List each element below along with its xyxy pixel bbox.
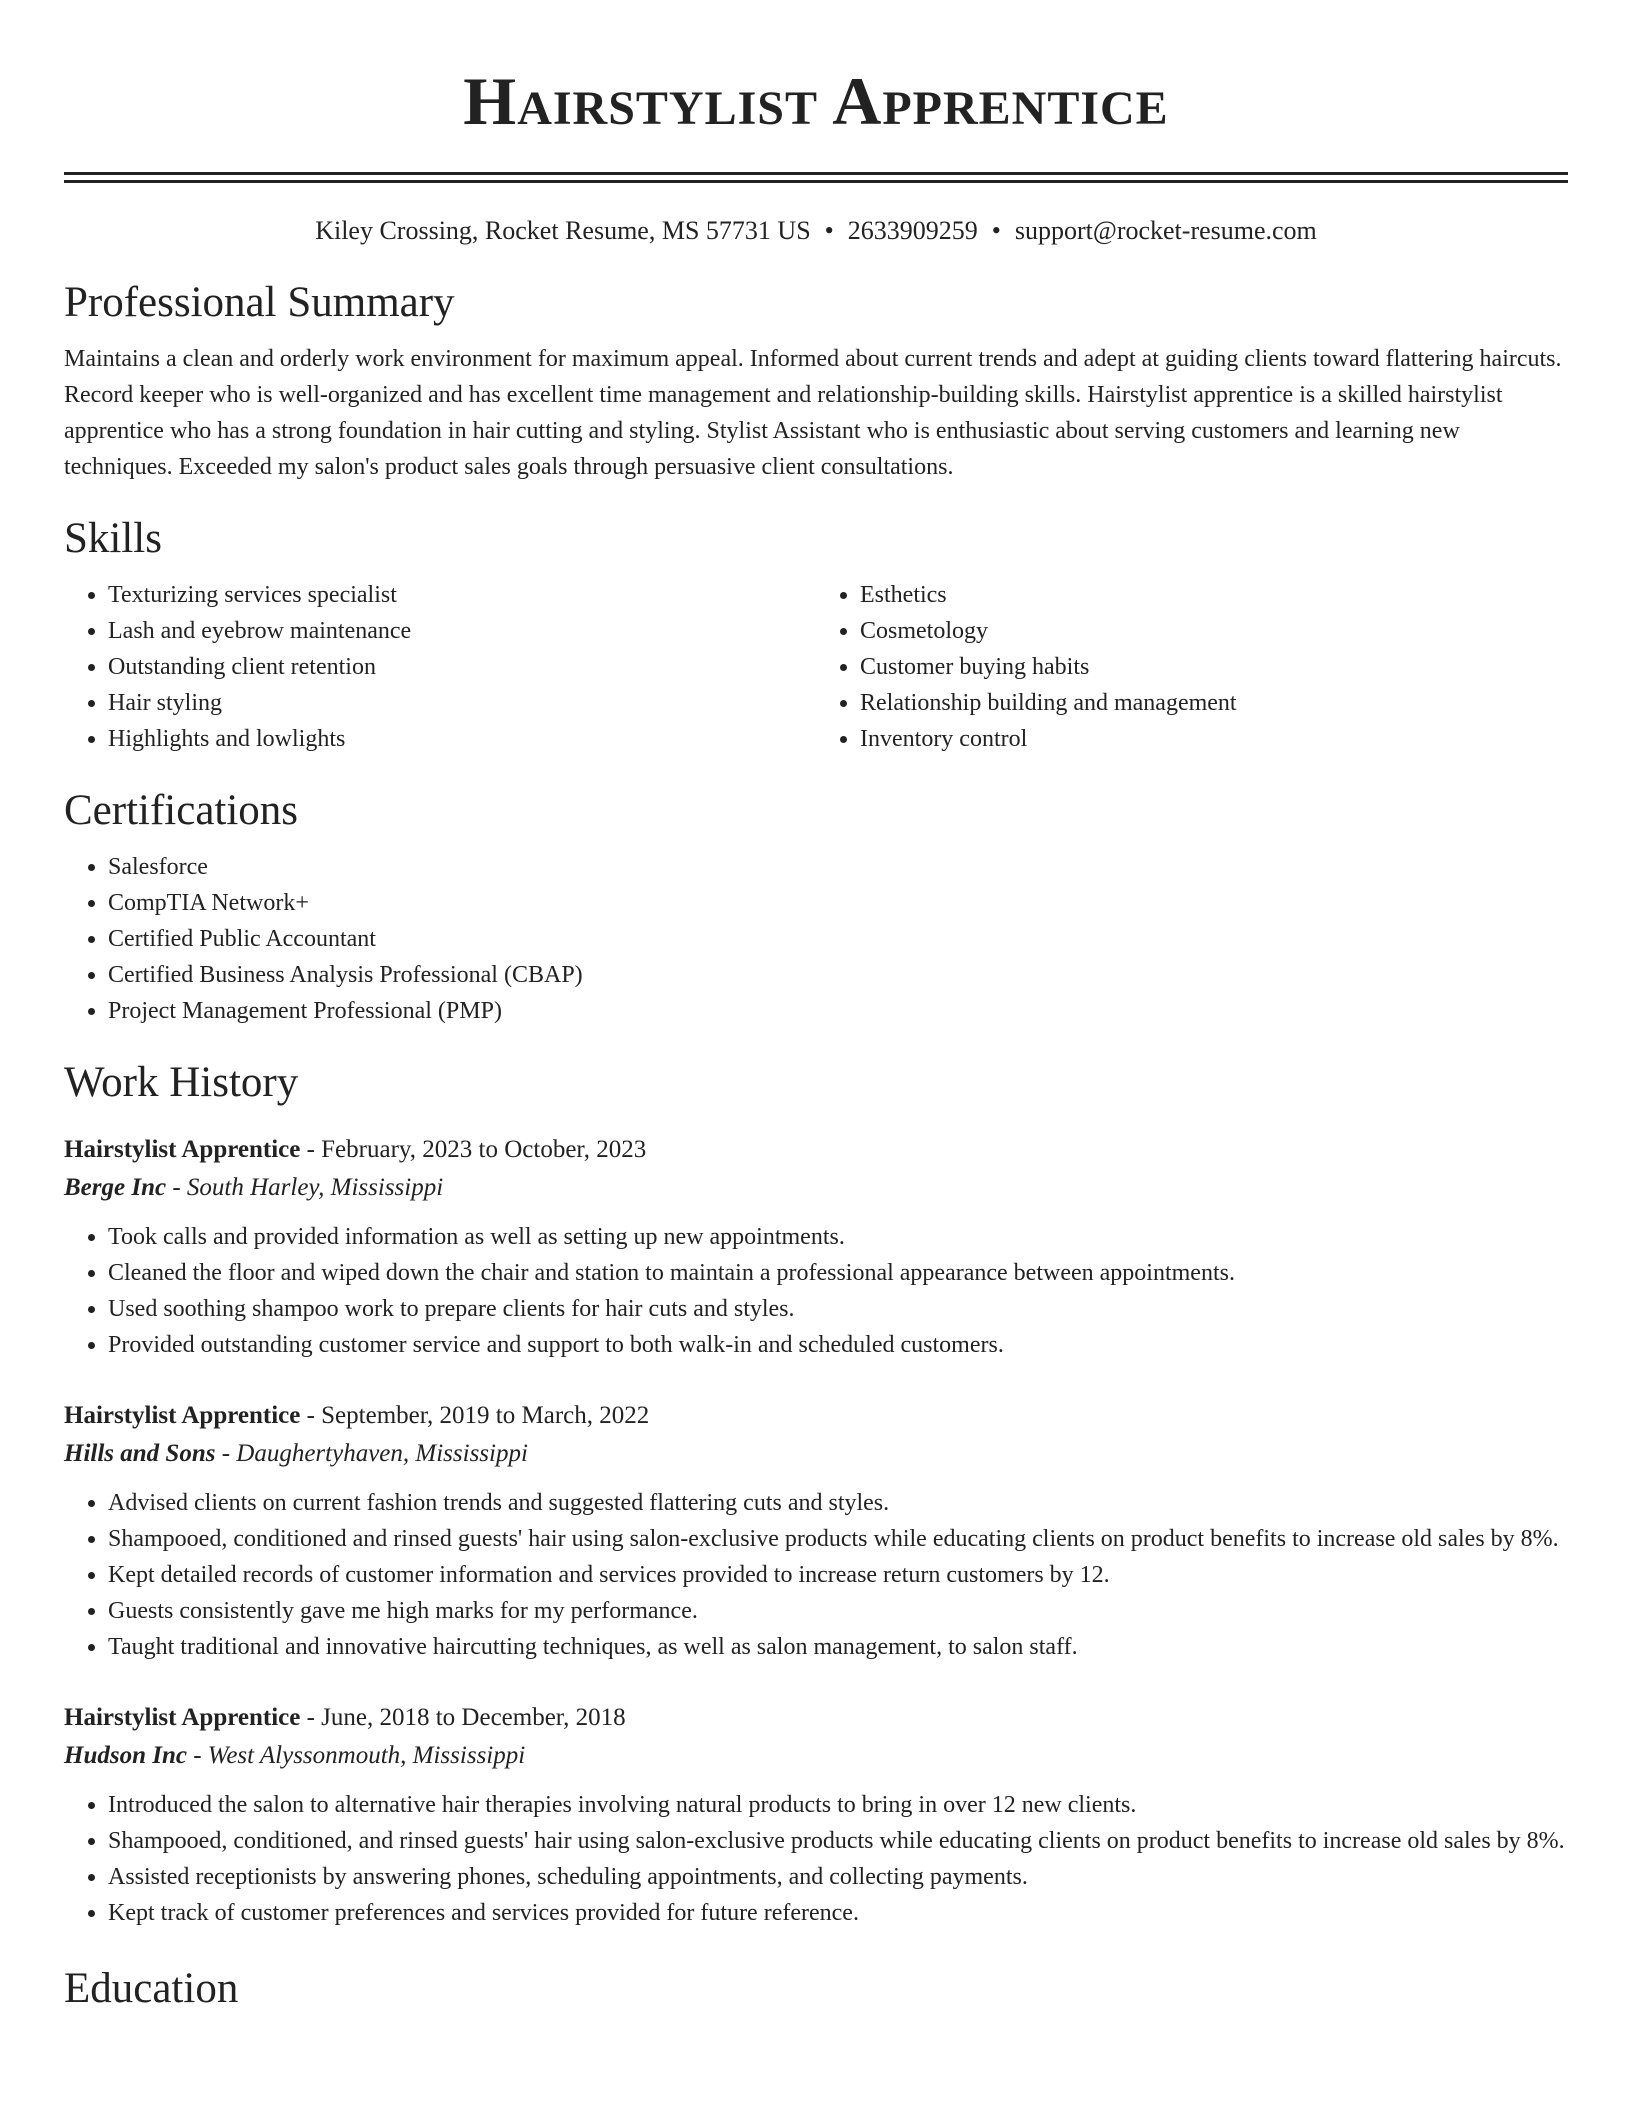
job-bullet: • Introduced the salon to alternative hair therapies involving natural products to bring in over 12 new clients. bbox=[108, 1787, 1568, 1823]
job-title-line bbox=[64, 1397, 1568, 1435]
contact-separator: • bbox=[991, 216, 1001, 245]
contact-separator: • bbox=[824, 216, 834, 245]
skill-item: • Lash and eyebrow maintenance bbox=[108, 613, 816, 649]
job-title-line bbox=[64, 1699, 1568, 1737]
skills-list-right bbox=[816, 577, 1568, 757]
job-dates: - September, 2019 to March, 2022 bbox=[300, 1402, 650, 1429]
job-company-line bbox=[64, 1737, 1568, 1775]
job-dates: - June, 2018 to December, 2018 bbox=[300, 1704, 626, 1731]
job-bullet: • Guests consistently gave me high marks for my performance. bbox=[108, 1593, 1568, 1629]
job-entry bbox=[64, 1131, 1568, 1363]
education-heading: Education bbox=[64, 1965, 239, 2012]
job-company: Hudson Inc bbox=[64, 1742, 187, 1769]
job-bullet: • Took calls and provided information as well as setting up new appointments. bbox=[108, 1219, 1568, 1255]
contact-email: support@rocket-resume.com bbox=[1014, 216, 1317, 245]
skill-item: • Hair styling bbox=[108, 685, 816, 721]
certification-item: • Certified Business Analysis Professional (CBAP) bbox=[108, 957, 1568, 993]
skill-item: • Cosmetology bbox=[860, 613, 1568, 649]
job-entry bbox=[64, 1699, 1568, 1931]
skills-section bbox=[64, 511, 1568, 757]
skill-item: • Texturizing services specialist bbox=[108, 577, 816, 613]
job-role: Hairstylist Apprentice bbox=[64, 1136, 301, 1163]
job-bullet: • Taught traditional and innovative haircutting techniques, as well as salon management, to salon staff. bbox=[108, 1629, 1568, 1665]
work-history-heading: Work History bbox=[64, 1059, 299, 1106]
contact-address: Kiley Crossing, Rocket Resume, MS 57731 US bbox=[315, 216, 811, 245]
certifications-heading: Certifications bbox=[64, 787, 299, 834]
certification-item: • Project Management Professional (PMP) bbox=[108, 993, 1568, 1029]
job-bullets bbox=[64, 1485, 1568, 1665]
skills-heading: Skills bbox=[64, 515, 162, 562]
job-role: Hairstylist Apprentice bbox=[64, 1402, 301, 1429]
skill-item: • Customer buying habits bbox=[860, 649, 1568, 685]
resume-title: Hairstylist Apprentice bbox=[463, 63, 1169, 139]
job-bullets bbox=[64, 1787, 1568, 1931]
summary-section bbox=[64, 275, 1568, 485]
job-location: - Daughertyhaven, Mississippi bbox=[215, 1440, 528, 1467]
skill-item: • Highlights and lowlights bbox=[108, 721, 816, 757]
skill-item: • Relationship building and management bbox=[860, 685, 1568, 721]
certifications-section bbox=[64, 783, 1568, 1029]
work-history-section bbox=[64, 1055, 1568, 1931]
education-section bbox=[64, 1961, 1568, 2017]
job-bullet: • Kept detailed records of customer information and services provided to increase return customers by 12. bbox=[108, 1557, 1568, 1593]
skill-item: • Esthetics bbox=[860, 577, 1568, 613]
job-company: Hills and Sons bbox=[64, 1440, 216, 1467]
skill-item: • Outstanding client retention bbox=[108, 649, 816, 685]
job-bullet: • Cleaned the floor and wiped down the chair and station to maintain a professional appearance between appointments. bbox=[108, 1255, 1568, 1291]
certifications-list bbox=[64, 849, 1568, 1029]
job-company: Berge Inc bbox=[64, 1174, 167, 1201]
summary-heading: Professional Summary bbox=[64, 279, 455, 326]
job-dates: - February, 2023 to October, 2023 bbox=[300, 1136, 647, 1163]
summary-text: Maintains a clean and orderly work environment for maximum appeal. Informed about current trends and adept at guiding clients toward flattering haircuts. Record keeper who is well-organized and has excellent time management and relationship-building skills. Hairstylist apprentice is a skilled hairstylist apprentice who has a strong foundation in hair cutting and styling. Stylist Assistant who is enthusiastic about serving customers and learning new techniques. Exceeded my salon's product sales goals through persuasive client consultations. bbox=[64, 346, 1562, 480]
job-bullet: • Advised clients on current fashion trends and suggested flattering cuts and styles. bbox=[108, 1485, 1568, 1521]
job-company-line bbox=[64, 1169, 1568, 1207]
skills-list-left bbox=[64, 577, 816, 757]
title-double-rule bbox=[64, 172, 1568, 183]
job-bullet: • Shampooed, conditioned and rinsed guests' hair using salon-exclusive products while educating clients on product benefits to increase old sales by 8%. bbox=[108, 1521, 1568, 1557]
job-entry bbox=[64, 1397, 1568, 1665]
job-bullet: • Used soothing shampoo work to prepare clients for hair cuts and styles. bbox=[108, 1291, 1568, 1327]
job-bullet: • Shampooed, conditioned, and rinsed guests' hair using salon-exclusive products while educating clients on product benefits to increase old sales by 8%. bbox=[108, 1823, 1568, 1859]
job-role: Hairstylist Apprentice bbox=[64, 1704, 301, 1731]
job-location: - West Alyssonmouth, Mississippi bbox=[186, 1742, 526, 1769]
contact-line bbox=[64, 213, 1568, 249]
job-bullet: • Provided outstanding customer service and support to both walk-in and scheduled customers. bbox=[108, 1327, 1568, 1363]
job-title-line bbox=[64, 1131, 1568, 1169]
job-company-line bbox=[64, 1435, 1568, 1473]
certification-item: • CompTIA Network+ bbox=[108, 885, 1568, 921]
skills-grid bbox=[64, 577, 1568, 757]
job-location: - South Harley, Mississippi bbox=[166, 1174, 444, 1201]
certification-item: • Certified Public Accountant bbox=[108, 921, 1568, 957]
skill-item: • Inventory control bbox=[860, 721, 1568, 757]
job-bullet: • Kept track of customer preferences and services provided for future reference. bbox=[108, 1895, 1568, 1931]
job-bullet: • Assisted receptionists by answering phones, scheduling appointments, and collecting payments. bbox=[108, 1859, 1568, 1895]
contact-phone: 2633909259 bbox=[847, 216, 978, 245]
certification-item: • Salesforce bbox=[108, 849, 1568, 885]
job-bullets bbox=[64, 1219, 1568, 1363]
